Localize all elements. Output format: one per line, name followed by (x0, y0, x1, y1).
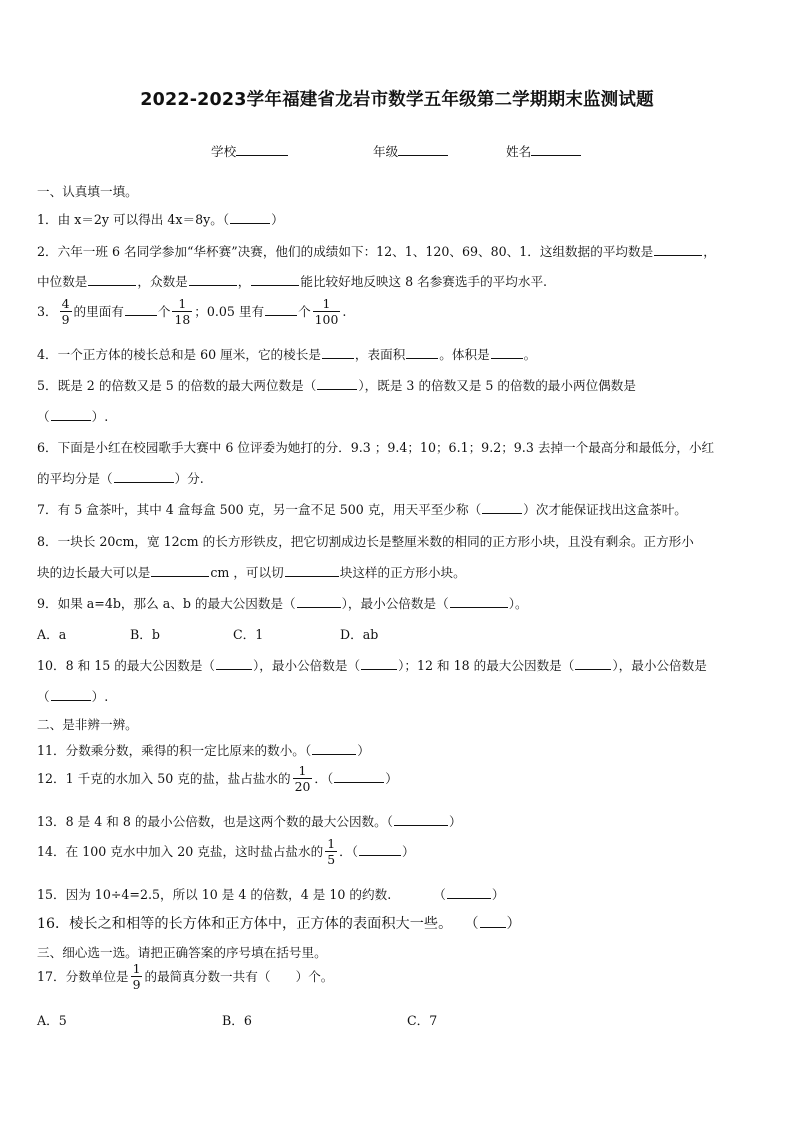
answer-blank[interactable] (125, 303, 157, 316)
question-10-line-2: （ ）. (37, 689, 109, 704)
answer-blank[interactable] (480, 915, 506, 928)
section-heading-3: 三、细心选一选。请把正确答案的序号填在括号里。 (37, 945, 327, 960)
answer-blank[interactable] (450, 595, 508, 608)
answer-blank[interactable] (482, 501, 522, 514)
fraction: $\frac{1}{5}$ (327, 836, 336, 868)
answer-blank[interactable] (312, 742, 356, 755)
question-2-line-1: 2．六年一班 6 名同学参加“华杯赛”决赛，他们的成绩如下：12、1、120、69、80、1．这组数据的平均数是 ， (37, 244, 716, 259)
name-blank[interactable] (531, 144, 581, 156)
answer-blank[interactable] (575, 657, 611, 670)
question-7: 7．有 5 盒茶叶，其中 4 盒每盒 500 克，另一盒不足 500 克，用天平至少称（ ）次才能保证找出这盒茶叶。 (37, 502, 687, 517)
question-16: 16．棱长之和相等的长方体和正方体中，正方体的表面积大一些。 （ ） (37, 916, 521, 932)
answer-blank[interactable] (394, 813, 448, 826)
answer-blank[interactable] (230, 211, 270, 224)
answer-blank[interactable] (114, 470, 174, 483)
fraction: $\frac{1}{20}$ (294, 763, 311, 795)
answer-blank[interactable] (285, 564, 339, 577)
answer-blank[interactable] (322, 346, 354, 359)
question-14: 14．在 100 克水中加入 20 克盐，这时盐占盐水的 $\frac{1}{5}$ ．（ ） (37, 836, 415, 868)
name-field[interactable]: 姓名 (506, 141, 581, 160)
answer-blank[interactable] (359, 843, 401, 856)
question-17: 17．分数单位是 $\frac{1}{9}$ 的最简真分数一共有（ ）个。 (37, 961, 334, 993)
question-6-line-2: 的平均分是（ ）分. (37, 471, 204, 486)
q17-option-a[interactable]: A．5 (37, 1013, 67, 1028)
answer-blank[interactable] (51, 408, 91, 421)
section-heading-2: 二、是非辨一辨。 (37, 717, 138, 732)
answer-blank[interactable] (317, 377, 357, 390)
answer-blank[interactable] (406, 346, 438, 359)
answer-blank[interactable] (297, 595, 341, 608)
answer-blank[interactable] (361, 657, 397, 670)
question-5-line-2: （ ）. (37, 409, 109, 424)
answer-blank[interactable] (447, 886, 491, 899)
q17-option-c[interactable]: C．7 (407, 1013, 438, 1028)
answer-blank[interactable] (216, 657, 252, 670)
question-4: 4．一个正方体的棱长总和是 60 厘米，它的棱长是 ，表面积 。体积是 。 (37, 347, 537, 362)
school-field[interactable]: 学校 (211, 141, 288, 160)
answer-blank[interactable] (51, 688, 91, 701)
question-8-line-1: 8．一块长 20cm，宽 12cm 的长方形铁皮，把它切割成边长是整厘米数的相同的正方形小块，且没有剩余。正方形小 (37, 534, 694, 549)
section-heading-1: 一、认真填一填。 (37, 184, 138, 199)
question-8-line-2: 块的边长最大可以是 cm ，可以切 块这样的正方形小块。 (37, 565, 466, 580)
question-5-line-1: 5．既是 2 的倍数又是 5 的倍数的最大两位数是（ ），既是 3 的倍数又是 5 的倍数的最小两位偶数是 (37, 378, 636, 393)
answer-blank[interactable] (251, 273, 299, 286)
school-blank[interactable] (236, 144, 288, 156)
question-11: 11．分数乘分数，乘得的积一定比原来的数小。（ ） (37, 743, 370, 758)
question-13: 13．8 是 4 和 8 的最小公倍数，也是这两个数的最大公因数。（ ） (37, 814, 462, 829)
q9-option-b[interactable]: B．b (130, 627, 160, 642)
answer-blank[interactable] (654, 243, 702, 256)
question-1: 1．由 x＝2y 可以得出 4x＝8y。（ ） (37, 212, 284, 227)
q9-option-d[interactable]: D．ab (340, 627, 379, 642)
answer-blank[interactable] (88, 273, 136, 286)
question-15: 15．因为 10÷4=2.5，所以 10 是 4 的倍数，4 是 10 的约数. （ ） (37, 887, 505, 902)
fraction: $\frac{1}{18}$ (174, 296, 191, 328)
question-3: 3． $\frac{4}{9}$ 的里面有 个 $\frac{1}{18}$ ；0.05 里有 个 $\frac{1}{100}$ . (37, 296, 347, 328)
q9-option-c[interactable]: C．1 (233, 627, 264, 642)
answer-blank[interactable] (334, 770, 384, 783)
answer-blank[interactable] (151, 564, 209, 577)
answer-blank[interactable] (265, 303, 297, 316)
question-2-line-2: 中位数是 ，众数是 ， 能比较好地反映这 8 名参赛选手的平均水平. (37, 274, 548, 289)
answer-blank[interactable] (491, 346, 523, 359)
q9-option-a[interactable]: A．a (37, 627, 67, 642)
page-title: 2022-2023学年福建省龙岩市数学五年级第二学期期末监测试题 (140, 90, 654, 110)
question-12: 12．1 千克的水加入 50 克的盐，盐占盐水的 $\frac{1}{20}$ ．（ ） (37, 763, 398, 795)
question-6-line-1: 6．下面是小红在校园歌手大赛中 6 位评委为她打的分．9.3 ；9.4；10；6.1；9.2；9.3 去掉一个最高分和最低分，小红 (37, 440, 715, 455)
fraction: $\frac{1}{9}$ (132, 961, 141, 993)
fraction: $\frac{1}{100}$ (314, 296, 339, 328)
question-9: 9．如果 a=4b，那么 a、b 的最大公因数是（ ），最小公倍数是（ ）。 (37, 596, 528, 611)
answer-blank[interactable] (189, 273, 237, 286)
q17-option-b[interactable]: B．6 (222, 1013, 252, 1028)
grade-field[interactable]: 年级 (373, 141, 448, 160)
fraction: $\frac{4}{9}$ (61, 296, 70, 328)
grade-blank[interactable] (398, 144, 448, 156)
question-10-line-1: 10．8 和 15 的最大公因数是（ ），最小公倍数是（ ）；12 和 18 的最大公因数是（ ），最小公倍数是 (37, 658, 707, 673)
